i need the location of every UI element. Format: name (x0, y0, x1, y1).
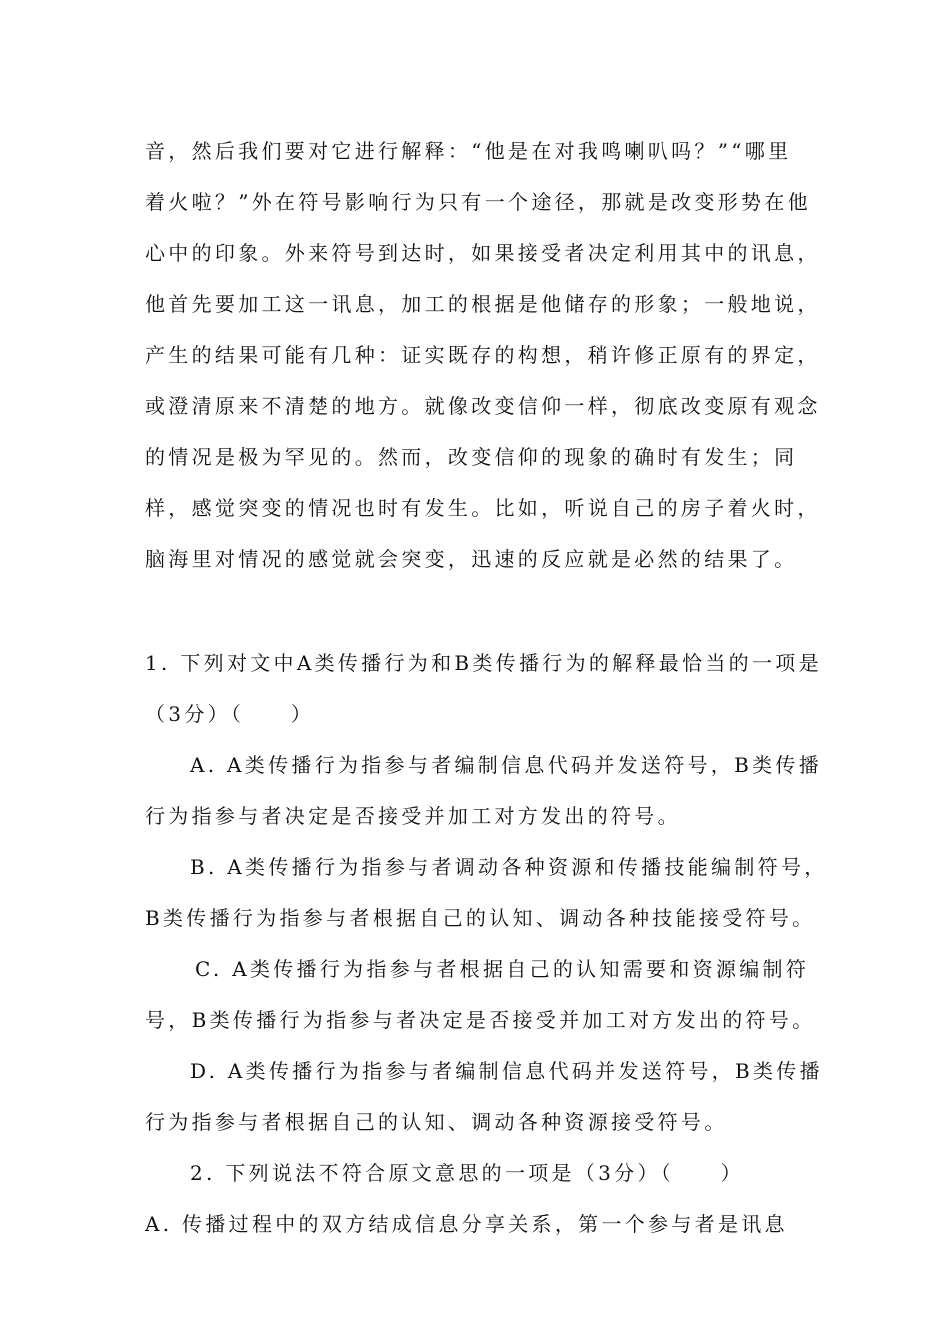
option-a-line: A. A类传播行为指参与者编制信息代码并发送符号，B类传播 (190, 753, 822, 777)
passage-line: 脑海里对情况的感觉就会突变，迅速的反应就是必然的结果了。 (145, 547, 798, 571)
passage-line: 着火啦？”外在符号影响行为只有一个途径，那就是改变形势在他 (145, 190, 811, 214)
question-1-stem: 1. 下列对文中A类传播行为和B类传播行为的解释最恰当的一项是 (145, 651, 822, 675)
option-b-line: B. A类传播行为指参与者调动各种资源和传播技能编制符号， (190, 855, 828, 879)
passage-line: 产生的结果可能有几种：证实既存的构想，稍许修正原有的界定， (145, 343, 821, 367)
passage-line: 的情况是极为罕见的。然而，改变信仰的现象的确时有发生；同 (145, 445, 798, 469)
option-c-line: 号，B类传播行为指参与者决定是否接受并加工对方发出的符号。 (145, 1008, 816, 1032)
option-b-line: B类传播行为指参与者根据自己的认知、调动各种技能接受符号。 (145, 906, 816, 930)
passage-line: 样，感觉突变的情况也时有发生。比如，听说自己的房子着火时， (145, 496, 821, 520)
option-a-line: 行为指参与者决定是否接受并加工对方发出的符号。 (145, 804, 681, 828)
option-a-line: A. 传播过程中的双方结成信息分享关系，第一个参与者是讯息 (145, 1212, 788, 1236)
option-d-line: 行为指参与者根据自己的认知、调动各种资源接受符号。 (145, 1110, 728, 1134)
option-c-line: C. A类传播行为指参与者根据自己的认知需要和资源编制符 (195, 957, 810, 981)
passage-line: 音，然后我们要对它进行解释：“他是在对我鸣喇叭吗？”“哪里 (145, 139, 792, 163)
passage-line: 或澄清原来不清楚的地方。就像改变信仰一样，彻底改变原有观念 (145, 394, 821, 418)
passage-line: 心中的印象。外来符号到达时，如果接受者决定利用其中的讯息， (145, 241, 821, 265)
option-d-line: D. A类传播行为指参与者编制信息代码并发送符号，B类传播 (190, 1059, 823, 1083)
question-2-stem: 2. 下列说法不符合原文意思的一项是（3分）（ ） (190, 1161, 744, 1185)
passage-line: 他首先要加工这一讯息，加工的根据是他储存的形象；一般地说， (145, 292, 821, 316)
question-1-score-and-answer-blank: （3分）（ ） (145, 702, 315, 726)
